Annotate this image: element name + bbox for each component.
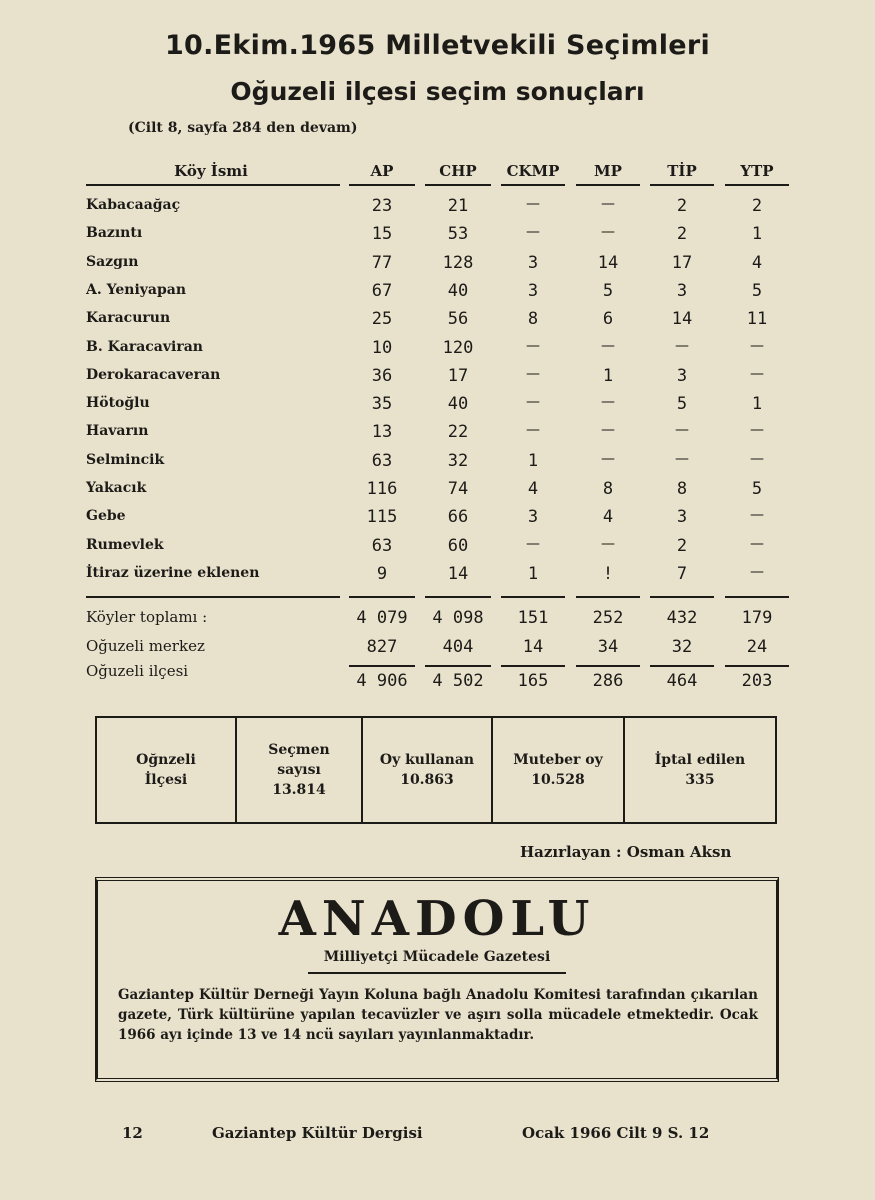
- vote-cell: —: [526, 196, 540, 212]
- vote-cell: —: [601, 196, 615, 212]
- village-name: Gebe: [86, 508, 126, 525]
- preparer-credit: Hazırlayan : Osman Aksn: [520, 843, 732, 861]
- vote-cell: 5: [602, 280, 614, 301]
- vote-cell: 3: [676, 280, 688, 301]
- vote-cell: —: [750, 507, 764, 524]
- vote-cell: 1: [527, 563, 539, 584]
- totals-separator: [650, 596, 714, 598]
- vote-cell: —: [526, 535, 540, 552]
- village-name: Hötoğlu: [86, 395, 150, 412]
- header-party: AP: [370, 162, 394, 180]
- summary-district-line2: İlçesi: [144, 772, 188, 788]
- summary-cast-label: Oy kullanan: [379, 752, 475, 768]
- vote-cell: 13: [371, 422, 393, 443]
- footer-page-number: 12: [122, 1124, 143, 1142]
- total-cell: 32: [671, 637, 693, 657]
- vote-cell: 66: [447, 507, 469, 528]
- vote-cell: —: [601, 224, 615, 241]
- vote-cell: 120: [442, 337, 474, 358]
- vote-cell: 11: [746, 309, 768, 330]
- vote-cell: —: [750, 422, 764, 439]
- total-cell: 151: [517, 608, 549, 628]
- vote-cell: 3: [527, 252, 539, 273]
- vote-cell: —: [750, 535, 764, 552]
- summary-valid-value: 10.528: [531, 772, 585, 788]
- village-name: Havarın: [86, 423, 149, 440]
- vote-cell: 63: [371, 535, 393, 556]
- district-total-separator: [650, 665, 714, 667]
- village-name: B. Karacaviran: [86, 338, 203, 355]
- vote-cell: 14: [597, 252, 619, 273]
- vote-cell: 2: [676, 535, 688, 556]
- footer-issue: Ocak 1966 Cilt 9 S. 12: [522, 1124, 710, 1142]
- vote-cell: 21: [447, 196, 469, 216]
- vote-cell: —: [750, 450, 764, 467]
- header-underline: [725, 184, 789, 186]
- advert-text: Gaziantep Kültür Derneği Yayın Koluna bağlı Anadolu Komitesi tarafından çıkarılan gazete, Türk kültürüne yapılan tecavüzler ve aşırı solla mücadele etmektedir. Ocak 1966 ayı içinde 13 ve 14 ncü sayıları yayınlanmaktadır.: [118, 987, 758, 1043]
- header-underline: [349, 184, 415, 186]
- vote-cell: —: [675, 337, 689, 354]
- vote-cell: —: [675, 450, 689, 467]
- vote-cell: 3: [676, 507, 688, 528]
- vote-cell: 36: [371, 365, 393, 386]
- vote-cell: 77: [371, 252, 393, 273]
- vote-cell: 3: [527, 507, 539, 528]
- village-name: Bazıntı: [86, 225, 143, 242]
- summary-voters-value: 13.814: [272, 782, 326, 798]
- vote-cell: —: [601, 535, 615, 552]
- vote-cell: 74: [447, 479, 469, 499]
- header-underline: [425, 184, 491, 186]
- vote-cell: 35: [371, 394, 393, 415]
- total-cell: 24: [746, 637, 768, 657]
- vote-cell: 17: [671, 252, 693, 273]
- vote-cell: 8: [527, 309, 539, 330]
- header-underline: [576, 184, 640, 186]
- summary-box: [95, 716, 777, 824]
- vote-cell: 1: [527, 450, 539, 471]
- vote-cell: 5: [751, 479, 763, 499]
- summary-voters-label1: Seçmen: [268, 742, 330, 758]
- summary-voters: [237, 718, 361, 822]
- vote-cell: 10: [371, 337, 393, 358]
- summary-invalid-value: 335: [685, 772, 715, 788]
- header-party: CKMP: [506, 162, 560, 180]
- vote-cell: 6: [602, 309, 614, 330]
- vote-cell: 63: [371, 450, 393, 471]
- anadolu-logo: ANADOLU: [278, 891, 596, 947]
- vote-cell: —: [526, 422, 540, 439]
- vote-cell: —: [526, 394, 540, 411]
- vote-cell: 3: [676, 365, 688, 386]
- district-total-separator: [425, 665, 491, 667]
- total-cell: 4 098: [432, 608, 484, 628]
- vote-cell: —: [526, 337, 540, 354]
- advert-subtitle: Milliyetçi Mücadele Gazetesi: [323, 949, 551, 965]
- district-total-separator: [725, 665, 789, 667]
- vote-cell: 3: [527, 280, 539, 301]
- total-cell: 4 079: [356, 608, 408, 628]
- vote-cell: —: [601, 422, 615, 439]
- vote-cell: —: [526, 224, 540, 241]
- district-total-separator: [576, 665, 640, 667]
- total-cell: 165: [517, 671, 549, 691]
- summary-district: [97, 718, 235, 822]
- vote-cell: 2: [751, 196, 763, 216]
- totals-separator: [501, 596, 565, 598]
- anadolu-advert: [95, 877, 779, 1082]
- village-name: Karacurun: [86, 310, 171, 327]
- village-name: Selmincik: [86, 451, 165, 468]
- vote-cell: 2: [676, 224, 688, 245]
- vote-cell: 40: [447, 394, 469, 415]
- summary-cast-value: 10.863: [400, 772, 454, 788]
- total-cell: 464: [666, 671, 698, 691]
- village-name: A. Yeniyapan: [86, 281, 187, 298]
- vote-cell: 1: [751, 224, 763, 245]
- summary-valid: [493, 718, 623, 822]
- page-subtitle: Oğuzeli ilçesi seçim sonuçları: [230, 77, 645, 106]
- village-name: Rumevlek: [86, 536, 164, 553]
- vote-cell: —: [750, 365, 764, 382]
- total-cell: 203: [741, 671, 773, 691]
- vote-cell: 4: [527, 479, 539, 499]
- village-name: Yakacık: [86, 480, 147, 496]
- source-note: (Cilt 8, sayfa 284 den devam): [128, 120, 358, 136]
- totals-separator: [725, 596, 789, 598]
- summary-cast: [363, 718, 491, 822]
- vote-cell: 15: [371, 224, 393, 245]
- district-total-separator: [501, 665, 565, 667]
- totals-label: Oğuzeli ilçesi: [86, 662, 189, 680]
- summary-invalid-label: İptal edilen: [654, 752, 746, 768]
- vote-cell: 14: [447, 563, 469, 584]
- village-name: İtiraz üzerine eklenen: [86, 564, 260, 581]
- vote-cell: 32: [447, 450, 469, 471]
- total-cell: 4 502: [432, 671, 484, 691]
- summary-voters-label2: sayısı: [277, 762, 321, 778]
- totals-label: Köyler toplamı :: [86, 608, 208, 626]
- vote-cell: —: [601, 394, 615, 411]
- vote-cell: 8: [676, 479, 688, 499]
- header-village-name: Köy İsmi: [174, 162, 248, 180]
- vote-cell: 67: [371, 280, 393, 301]
- header-party: MP: [594, 162, 622, 180]
- village-name: Derokaracaveran: [86, 366, 221, 383]
- total-cell: 14: [522, 637, 544, 657]
- total-cell: 34: [597, 637, 619, 657]
- header-party: CHP: [439, 162, 477, 180]
- vote-cell: 5: [751, 280, 763, 301]
- header-party: TİP: [667, 162, 697, 180]
- vote-cell: 4: [751, 252, 763, 273]
- vote-cell: 7: [676, 563, 688, 584]
- vote-cell: 128: [442, 252, 474, 273]
- total-cell: 432: [666, 608, 698, 628]
- header-underline: [650, 184, 714, 186]
- vote-cell: 2: [676, 196, 688, 216]
- village-name: Kabacaağaç: [86, 197, 181, 213]
- vote-cell: —: [601, 337, 615, 354]
- vote-cell: 22: [447, 422, 469, 443]
- vote-cell: 1: [751, 394, 763, 415]
- summary-district-line1: Oğnzeli: [136, 752, 196, 768]
- page-title: 10.Ekim.1965 Milletvekili Seçimleri: [164, 30, 711, 61]
- total-cell: 404: [442, 637, 474, 657]
- total-cell: 827: [366, 637, 398, 657]
- vote-cell: 53: [447, 224, 469, 245]
- vote-cell: 5: [676, 394, 688, 415]
- total-cell: 286: [592, 671, 624, 691]
- summary-invalid: [625, 718, 775, 822]
- advert-underline: [308, 972, 566, 974]
- village-name: Sazgın: [86, 253, 139, 270]
- vote-cell: 116: [366, 479, 398, 499]
- vote-cell: 8: [602, 479, 614, 499]
- totals-separator: [425, 596, 491, 598]
- vote-cell: 115: [366, 507, 398, 528]
- vote-cell: 17: [447, 365, 469, 386]
- totals-label: Oğuzeli merkez: [86, 637, 205, 655]
- header-party: YTP: [740, 162, 774, 180]
- vote-cell: —: [750, 563, 764, 580]
- footer-journal: Gaziantep Kültür Dergisi: [212, 1124, 423, 1142]
- total-cell: 4 906: [356, 671, 408, 691]
- totals-separator: [86, 596, 340, 598]
- header-underline: [501, 184, 565, 186]
- vote-cell: —: [750, 337, 764, 354]
- vote-cell: —: [601, 450, 615, 467]
- vote-cell: 1: [602, 365, 614, 386]
- totals-separator: [576, 596, 640, 598]
- district-total-separator: [349, 665, 415, 667]
- vote-cell: 14: [671, 309, 693, 330]
- total-cell: 252: [592, 608, 624, 628]
- totals-separator: [349, 596, 415, 598]
- vote-cell: 56: [447, 309, 469, 330]
- vote-cell: 4: [602, 507, 614, 528]
- vote-cell: 40: [447, 280, 469, 301]
- vote-cell: —: [675, 422, 689, 439]
- vote-cell: 23: [371, 196, 393, 216]
- total-cell: 179: [741, 608, 773, 628]
- vote-cell: 25: [371, 309, 393, 330]
- header-underline: [86, 184, 340, 186]
- vote-cell: —: [526, 365, 540, 382]
- summary-valid-label: Muteber oy: [513, 752, 603, 768]
- vote-cell: !: [602, 563, 614, 584]
- vote-cell: 60: [447, 535, 469, 556]
- vote-cell: 9: [376, 563, 388, 584]
